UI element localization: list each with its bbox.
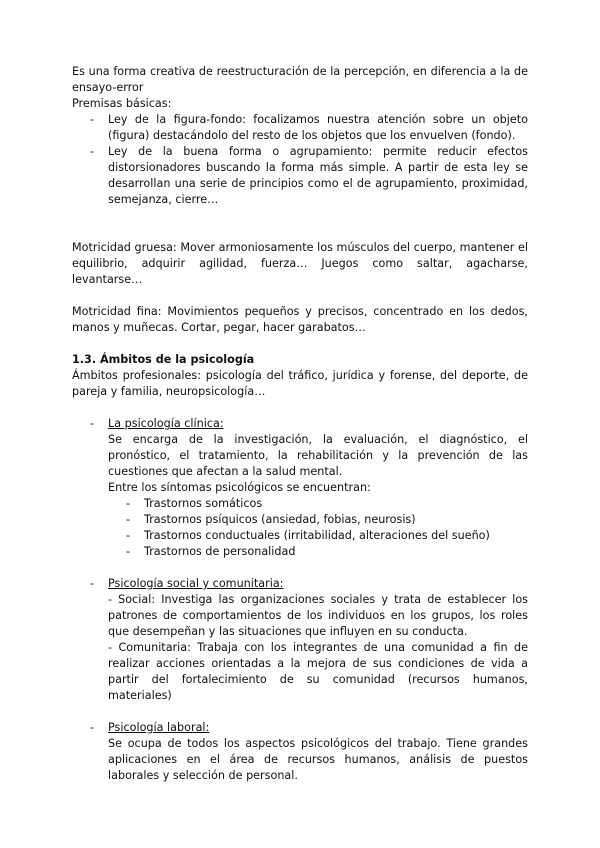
list-dash: - xyxy=(126,545,131,558)
motricidad-gruesa: Motricidad gruesa: Mover armoniosamente los músculos del cuerpo, mantener el equilibrio, adquirir agilidad, fuerza… Juegos como saltar, agacharse, levantarse… xyxy=(72,241,528,286)
laboral-desc: Se ocupa de todos los aspectos psicológicos del trabajo. Tiene grandes aplicaciones en el área de recursos humanos, análisis de puestos laborales y selección de personal. xyxy=(108,737,528,782)
sintoma-item xyxy=(108,512,528,528)
clinica-item xyxy=(72,416,528,432)
sintoma-item xyxy=(108,496,528,512)
sintoma-text: Trastornos de personalidad xyxy=(144,545,296,558)
social-desc: - Social: Investiga las organizaciones sociales y trata de establecer los patrones de comportamientos de los individuos en los grupos, los roles que desempeñan y las situaciones que influyen en su conducta. xyxy=(108,593,528,638)
sintoma-text: Trastornos somáticos xyxy=(144,497,263,510)
sintomas-label: Entre los síntomas psicológicos se encuentran: xyxy=(108,481,371,494)
section-heading: 1.3. Ámbitos de la psicología xyxy=(72,353,255,366)
list-dash: - xyxy=(90,721,95,734)
laboral-item xyxy=(72,720,528,736)
social-item xyxy=(72,576,528,592)
premisa-text: Ley de la figura-fondo: focalizamos nuestra atención sobre un objeto (figura) destacándolo del resto de los objetos que los envuelven (fondo). xyxy=(108,113,528,142)
intro-paragraph: Es una forma creativa de reestructuración de la percepción, en diferencia a la de ensayo-error xyxy=(72,65,528,94)
motricidad-fina: Motricidad fina: Movimientos pequeños y precisos, concentrado en los dedos, manos y muñecas. Cortar, pegar, hacer garabatos… xyxy=(72,305,528,334)
list-dash: - xyxy=(90,145,95,158)
sintoma-text: Trastornos psíquicos (ansiedad, fobias, neurosis) xyxy=(144,513,416,526)
document-page xyxy=(72,64,528,784)
list-dash: - xyxy=(126,497,131,510)
clinica-desc: Se encarga de la investigación, la evaluación, el diagnóstico, el pronóstico, el tratamiento, la rehabilitación y la prevención de las cuestiones que afectan a la salud mental. xyxy=(108,433,528,478)
premisa-text: Ley de la buena forma o agrupamiento: permite reducir efectos distorsionadores buscando la forma más simple. A partir de esta ley se desarrollan una serie de principios como el de agrupamiento, proximidad, semejanza, cierre… xyxy=(108,145,528,206)
list-dash: - xyxy=(90,417,95,430)
sintoma-item xyxy=(108,544,528,560)
list-dash: - xyxy=(90,577,95,590)
list-dash: - xyxy=(126,513,131,526)
clinica-title: La psicología clínica: xyxy=(108,417,224,430)
list-dash: - xyxy=(126,529,131,542)
sintoma-text: Trastornos conductuales (irritabilidad, alteraciones del sueño) xyxy=(144,529,490,542)
social-title: Psicología social y comunitaria: xyxy=(108,577,284,590)
premisa-item xyxy=(72,144,528,208)
list-dash: - xyxy=(90,113,95,126)
ambitos-intro: Ámbitos profesionales: psicología del tráfico, jurídica y forense, del deporte, de pareja y familia, neuropsicología… xyxy=(72,369,528,398)
comunitaria-desc: - Comunitaria: Trabaja con los integrantes de una comunidad a fin de realizar acciones orientadas a la mejora de sus condiciones de vida a partir del fortalecimiento de su comunidad (recursos humanos, materiales) xyxy=(108,641,528,702)
premisa-item xyxy=(72,112,528,144)
sintoma-item xyxy=(108,528,528,544)
laboral-title: Psicología laboral: xyxy=(108,721,210,734)
premisas-label: Premisas básicas: xyxy=(72,97,172,110)
